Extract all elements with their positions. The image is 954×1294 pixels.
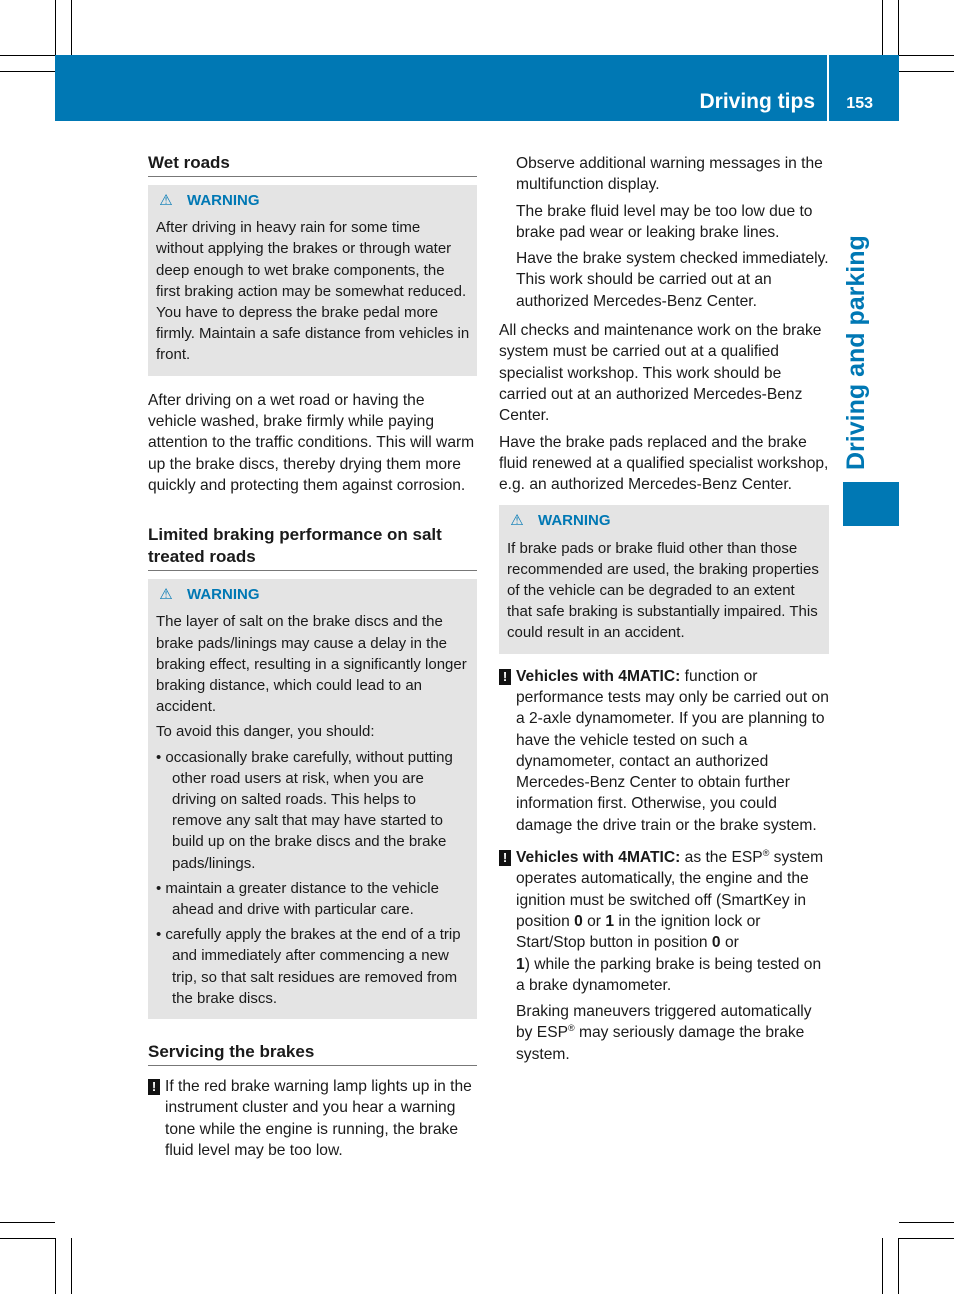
warning-text: After driving in heavy rain for some time without applying the brakes or through water deep enough to wet brake components, the first braking action may be somewhat reduced. You have to depress the brake pedal more firmly. Maintain a safe distance from vehicles in front.: [156, 219, 470, 364]
warning-text: If brake pads or brake fluid other than those recommended are used, the braking properties of the vehicle can be degraded to an extent that safe braking is substantially impaired. This could result in an accident.: [507, 539, 819, 642]
page-number: 153: [846, 95, 873, 112]
crop-mark: [71, 0, 72, 55]
position-value: 1: [605, 912, 614, 930]
crop-mark: [0, 1222, 55, 1223]
warning-triangle-icon: ⚠: [159, 586, 173, 604]
notice-bold: Vehicles with 4MATIC:: [516, 849, 681, 867]
crop-mark: [898, 1238, 899, 1294]
warning-label: WARNING: [187, 192, 260, 209]
warning-box-salt: [148, 579, 477, 1019]
crop-mark: [882, 1238, 883, 1294]
notice-bold: Vehicles with 4MATIC:: [516, 667, 681, 685]
notice-text: If the red brake warning lamp lights up in the instrument cluster and you hear a warning tone while the engine is running, the brake fluid level may be too low.: [165, 1077, 472, 1159]
heading-wet-roads: Wet roads: [148, 152, 477, 177]
crop-mark: [0, 1238, 55, 1239]
warning-box-pads: [499, 505, 829, 653]
crop-mark: [0, 71, 55, 72]
position-value: 0: [574, 912, 583, 930]
crop-mark: [899, 71, 954, 72]
left-column: [148, 152, 477, 1161]
notice-text: or: [582, 912, 606, 930]
crop-mark: [882, 0, 883, 55]
warning-header: [156, 190, 470, 211]
bullet-text: carefully apply the brakes at the end of a trip and immediately after commencing a new trip, so that salt residues are removed from the brake discs.: [165, 926, 461, 1007]
notice-exclamation-icon: !: [148, 1079, 160, 1095]
crop-mark: [899, 1238, 954, 1239]
body-text: All checks and maintenance work on the brake system must be carried out at a qualified specialist workshop. This work should be carried out at an authorized Mercedes-Benz Center.: [499, 322, 822, 425]
notice-text: as the ESP: [680, 849, 763, 867]
warning-text: The layer of salt on the brake discs and the brake pads/linings may cause a delay in the braking effect, resulting in a significantly longer braking distance, which could lead to an accident.: [156, 613, 467, 716]
notice-exclamation-icon: !: [499, 669, 511, 685]
crop-mark: [899, 55, 954, 56]
notice-exclamation-icon: !: [499, 850, 511, 866]
warning-triangle-icon: ⚠: [159, 192, 173, 209]
page-header: [55, 55, 899, 121]
crop-mark: [55, 1238, 56, 1294]
position-value: 0: [711, 934, 721, 952]
bullet-item: • carefully apply the brakes at the end of a trip and immediately after commencing a new trip, so that salt residues are removed from the brake discs.: [156, 926, 461, 1007]
warning-box-wet: [148, 185, 477, 376]
header-divider: [827, 55, 829, 121]
crop-mark: [899, 1222, 954, 1223]
warning-label: WARNING: [538, 512, 611, 530]
bullet-item: • occasionally brake carefully, without putting other road users at risk, when you are driving on salted roads. This helps to remove any salt that may have started to build up on the brake discs and the brake pads/linings.: [156, 748, 453, 872]
warning-label: WARNING: [187, 586, 260, 604]
notice-text: in the ignition lock or Start/Stop button in position: [516, 912, 761, 952]
warning-avoid-text: To avoid this danger, you should:: [156, 723, 375, 741]
registered-mark: ®: [568, 1023, 575, 1034]
notice-brake-lamp: [148, 1076, 477, 1161]
heading-salt: Limited braking performance on salt treated roads: [148, 524, 477, 571]
wet-body-text: After driving on a wet road or having the vehicle washed, brake firmly while paying attention to the traffic conditions. This will warm up the brake discs, thereby drying them more quickly and protecting them against corrosion.: [148, 391, 475, 494]
notice-text: function or performance tests may only be carried out on a 2-axle dynamometer. If you are planning to have the vehicle tested on such a dynamometer, contact an authorized Mercedes-Benz Center to obtain further information first. Otherwise, you could damage the drive train or the brake system.: [516, 667, 829, 834]
crop-mark: [71, 1238, 72, 1294]
continued-text: Have the brake system checked immediately. This work should be carried out at an authorized Mercedes-Benz Center.: [516, 250, 829, 310]
continued-text: Observe additional warning messages in the multifunction display.: [516, 155, 823, 194]
warning-triangle-icon: ⚠: [510, 512, 524, 530]
section-title: Driving tips: [699, 90, 815, 113]
notice-4matic-esp: [499, 847, 829, 996]
crop-mark: [55, 0, 56, 55]
chapter-tab-text: Driving and parking: [842, 235, 870, 470]
crop-mark: [898, 0, 899, 55]
notice-text: may seriously damage the brake system.: [516, 1024, 805, 1063]
position-value: 1: [516, 955, 525, 973]
notice-text: or: [720, 934, 739, 952]
chapter-tab: [843, 482, 899, 526]
bullet-text: maintain a greater distance to the vehicle ahead and drive with particular care.: [165, 879, 439, 918]
body-text: Have the brake pads replaced and the brake fluid renewed at a qualified specialist workshop, e.g. an authorized Mercedes-Benz Center.: [499, 433, 829, 494]
warning-header: [507, 510, 822, 531]
registered-mark: ®: [762, 847, 770, 858]
bullet-text: occasionally brake carefully, without putting other road users at risk, when you are driving on salted roads. This helps to remove any salt that may have started to build up on the brake discs and the brake pads/linings.: [165, 748, 453, 872]
notice-text: ) while the parking brake is being tested on a brake dynamometer.: [516, 955, 822, 994]
esp-text: [499, 1001, 829, 1065]
continued-text: The brake fluid level may be too low due to brake pad wear or leaking brake lines.: [516, 202, 813, 241]
notice-text: Braking maneuvers triggered automatically by ESP: [516, 1003, 812, 1042]
crop-mark: [0, 55, 55, 56]
right-column: [499, 153, 829, 1070]
warning-header: [156, 584, 470, 605]
heading-servicing: Servicing the brakes: [148, 1041, 477, 1066]
notice-text: system operates automatically, the engine and the ignition must be switched off (SmartKey in position: [516, 849, 824, 930]
notice-4matic-dynamometer: [499, 666, 829, 836]
bullet-item: • maintain a greater distance to the vehicle ahead and drive with particular care.: [156, 879, 439, 918]
